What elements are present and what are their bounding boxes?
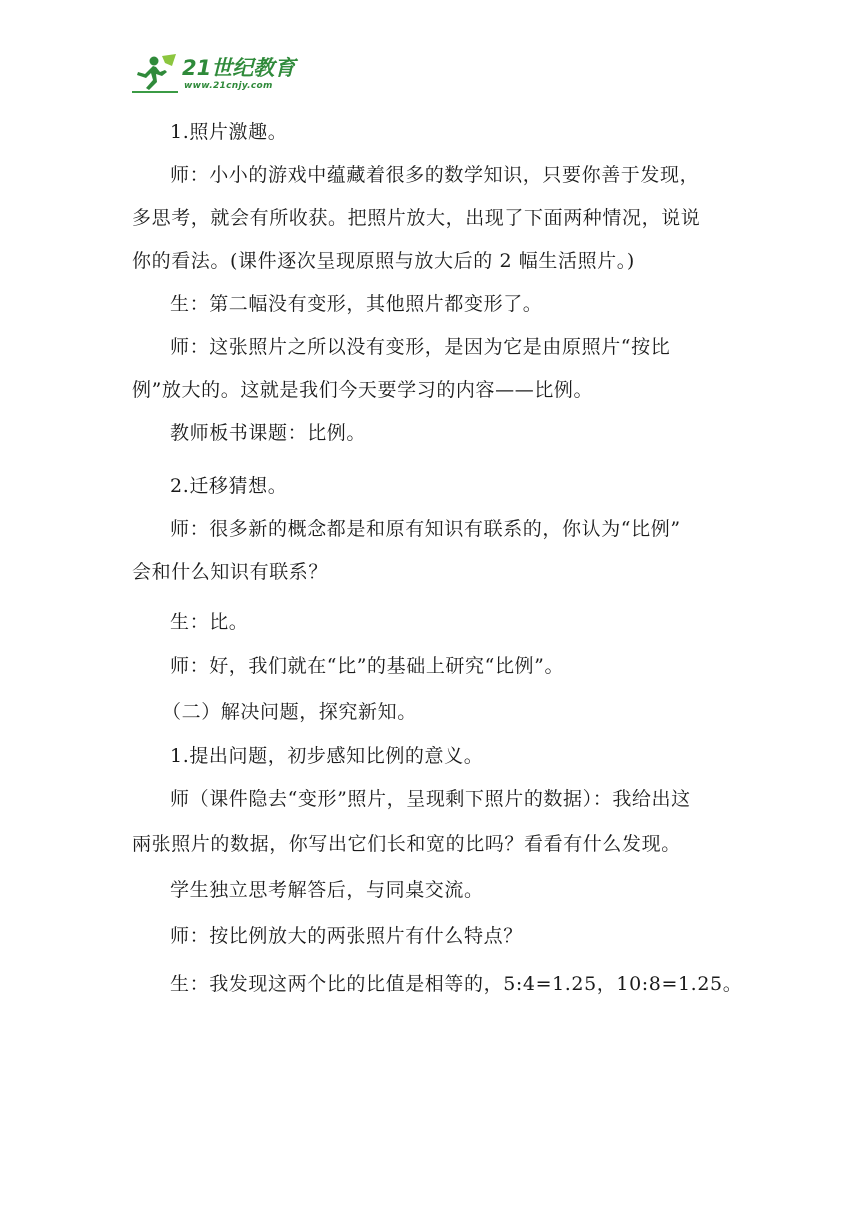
paragraph-continuation: 你的看法。(课件逐次呈现原照与放大后的 2 幅生活照片。) — [132, 250, 635, 272]
paragraph: 师：小小的游戏中蕴藏着很多的数学知识，只要你善于发现， — [170, 164, 700, 186]
logo-title: 21世纪教育 — [182, 56, 296, 80]
section-heading: （二）解决问题，探究新知。 — [162, 701, 417, 723]
paragraph: 师：很多新的概念都是和原有知识有联系的，你认为“比例” — [170, 518, 681, 540]
running-figure-icon — [132, 52, 182, 96]
paragraph-continuation: 多思考，就会有所收获。把照片放大，出现了下面两种情况，说说 — [132, 207, 701, 229]
logo-url: www.21cnjy.com — [184, 81, 273, 91]
paragraph: 生：比。 — [170, 611, 249, 633]
paragraph: 师：按比例放大的两张照片有什么特点？ — [170, 925, 523, 947]
paragraph-continuation: 会和什么知识有联系？ — [132, 561, 329, 583]
paragraph-continuation: 兩张照片的数据，你写出它们长和宽的比吗？看看有什么发现。 — [132, 833, 681, 855]
paragraph: 生：我发现这两个比的比值是相等的，5:4=1.25，10:8=1.25。 — [170, 973, 743, 995]
paragraph: 生：第二幅没有变形，其他照片都变形了。 — [170, 293, 543, 315]
paragraph: 2.迁移猜想。 — [170, 475, 288, 497]
paragraph: 1.提出问题，初步感知比例的意义。 — [170, 745, 484, 767]
paragraph: 1.照片激趣。 — [170, 121, 288, 143]
site-logo — [132, 52, 302, 96]
paragraph-continuation: 例”放大的。这就是我们今天要学习的内容——比例。 — [132, 379, 594, 401]
paragraph: 师：好，我们就在“比”的基础上研究“比例”。 — [170, 655, 565, 677]
paragraph: 教师板书课题：比例。 — [170, 422, 367, 444]
paragraph: 师（课件隐去“变形”照片，呈现剩下照片的数据）：我给出这 — [170, 788, 691, 810]
paragraph: 学生独立思考解答后，与同桌交流。 — [170, 879, 484, 901]
paragraph: 师：这张照片之所以没有变形，是因为它是由原照片“按比 — [170, 336, 671, 358]
